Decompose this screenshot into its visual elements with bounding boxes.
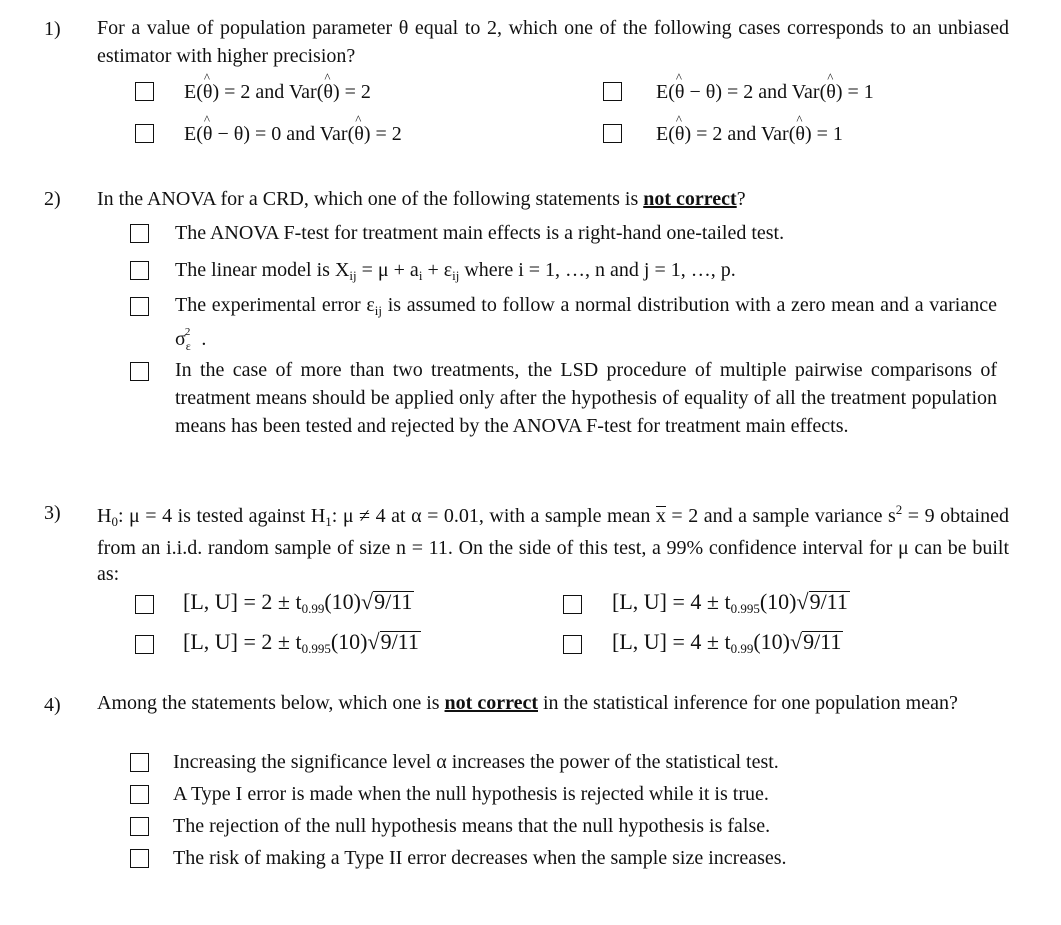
answer-checkbox[interactable] [130, 785, 149, 804]
question-number: 2) [44, 188, 61, 210]
answer-option: [L, $U] = 2 \pm t_{0.99}(10)√9/11$ [183, 589, 413, 616]
emphasis-not-correct: not correct [643, 188, 737, 210]
question-text: Among the statements below, which one is not correct in the statistical inference for one population mean? [97, 692, 958, 714]
answer-option: [L, $U] = 4 \pm t_{0.99}(10)√9/11$ [612, 629, 842, 656]
answer-checkbox[interactable] [563, 595, 582, 614]
answer-option: E(^ θ) = 2 and Var(^ θ) = 2 [184, 79, 371, 105]
answer-option: E(^ θ − θ) = 0 and Var(^ θ) = 2 [184, 121, 402, 147]
answer-option: The experimental error $\varepsilon_{ij}$ is assumed to follow a normal distribution with a zero mean and a variance $\sigma_\varepsilon^2$ . [175, 294, 997, 353]
emphasis-not-correct: not correct [444, 692, 538, 714]
answer-checkbox[interactable] [130, 362, 149, 381]
answer-checkbox[interactable] [135, 124, 154, 143]
question-number: 1) [44, 18, 61, 40]
question-number: 4) [44, 694, 61, 716]
answer-checkbox[interactable] [603, 124, 622, 143]
question-text: $H_0$: μ = 4 is tested against $H_1$: μ ≠ 4 at α = 0.01, with a sample mean x = 2 and a sample variance $s^2 = 9$ obtained from an i.i.d. random sample of size n = 11. On the side of this test, a 99% confidence interval for μ can be built as: [97, 502, 1009, 585]
answer-option: The rejection of the null hypothesis means that the null hypothesis is false. [173, 815, 771, 837]
answer-checkbox[interactable] [135, 635, 154, 654]
answer-checkbox[interactable] [135, 82, 154, 101]
answer-option: Increasing the significance level α increases the power of the statistical test. [173, 751, 779, 773]
answer-checkbox[interactable] [135, 595, 154, 614]
answer-option: The linear model is $X_{ij} = \mu + a_i + \varepsilon_{ij}$ where i = 1, …, n and j = 1, …, p. [175, 259, 736, 283]
answer-option: The risk of making a Type II error decreases when the sample size increases. [173, 847, 787, 869]
answer-checkbox[interactable] [130, 817, 149, 836]
answer-option: In the case of more than two treatments, the LSD procedure of multiple pairwise comparisons of treatment means should be applied only after the hypothesis of equality of all the treatment population means has been tested and rejected by the ANOVA F-test for treatment main effects. [175, 359, 997, 437]
answer-option: A Type I error is made when the null hypothesis is rejected while it is true. [173, 783, 769, 805]
answer-checkbox[interactable] [130, 224, 149, 243]
answer-option: The ANOVA F-test for treatment main effects is a right-hand one-tailed test. [175, 222, 785, 244]
answer-option: E(^ θ − θ) = 2 and Var(^ θ) = 1 [656, 79, 874, 105]
answer-checkbox[interactable] [130, 297, 149, 316]
question-number: 3) [44, 502, 61, 524]
answer-option: [L, $U] = 2 \pm t_{0.995}(10)√9/11$ [183, 629, 419, 656]
answer-option: E(^ θ) = 2 and Var(^ θ) = 1 [656, 121, 843, 147]
answer-checkbox[interactable] [130, 261, 149, 280]
question-text: For a value of population parameter θ equal to 2, which one of the following cases corresponds to an unbiased estimator with higher precision? [97, 17, 1009, 67]
question-text: In the ANOVA for a CRD, which one of the following statements is not correct? [97, 188, 746, 210]
answer-option: [L, $U] = 4 \pm t_{0.995}(10)√9/11$ [612, 589, 848, 616]
answer-checkbox[interactable] [130, 849, 149, 868]
answer-checkbox[interactable] [563, 635, 582, 654]
answer-checkbox[interactable] [130, 753, 149, 772]
answer-checkbox[interactable] [603, 82, 622, 101]
